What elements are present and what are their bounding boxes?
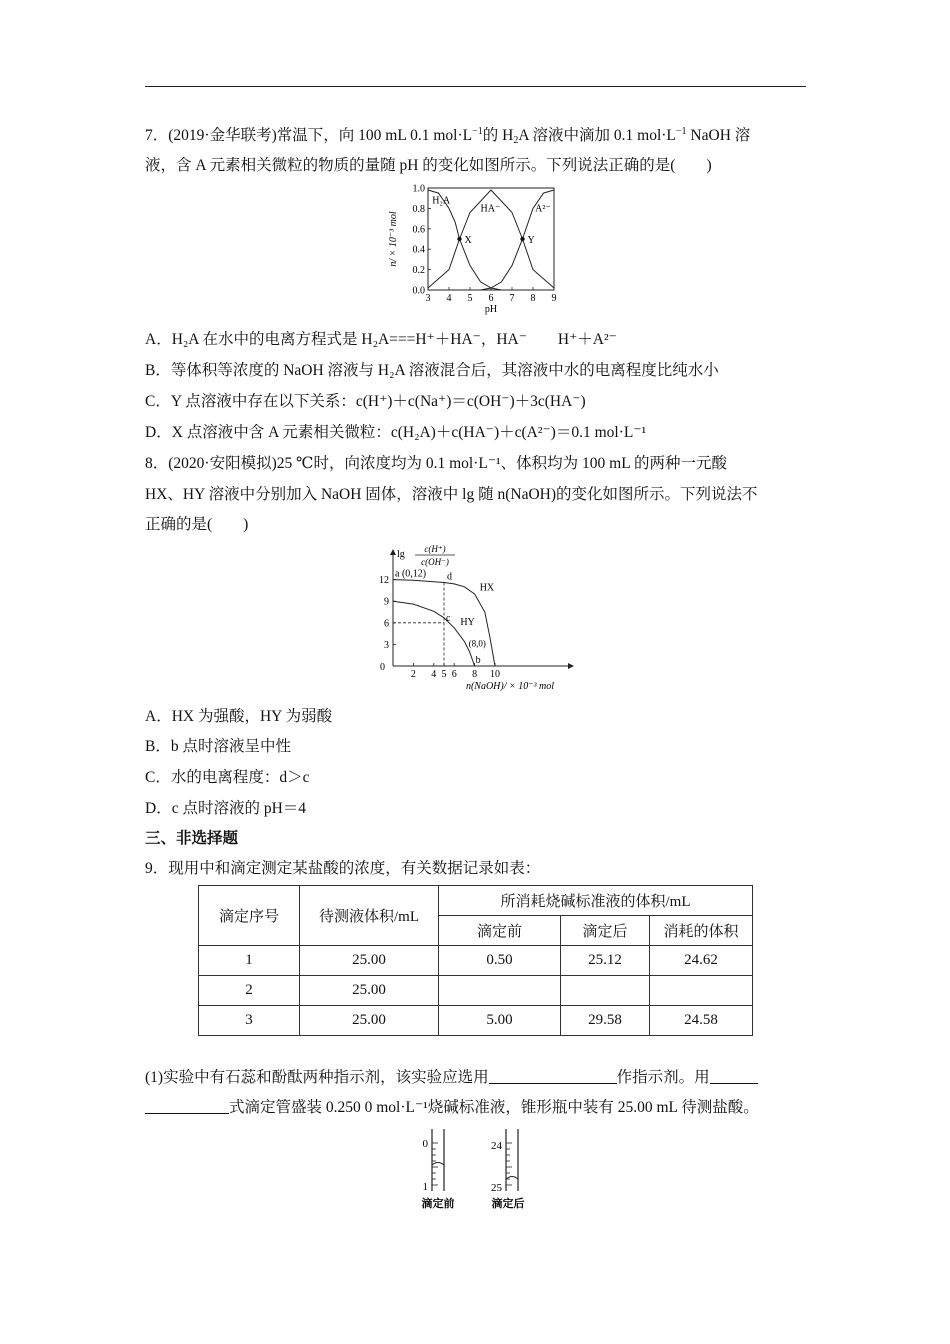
table-row: 3 25.00 5.00 29.58 24.58 (199, 1006, 753, 1036)
q8-chart (360, 543, 580, 698)
th-seq: 滴定序号 (199, 886, 300, 946)
series-label: HA⁻ (480, 203, 501, 215)
indicator-blank[interactable] (489, 1069, 617, 1084)
y-axis-label: n/ × 10⁻³ mol (388, 211, 399, 267)
curve-label: HY (460, 616, 475, 628)
q7-option-c: C．Y 点溶液中存在以下关系：c(H⁺)＋c(Na⁺)＝c(OH⁻)＋3c(HA⁻) (145, 393, 586, 410)
x-tick-label: 10 (490, 669, 500, 680)
q8-line2: HX、HY 溶液中分别加入 NaOH 固体，溶液中 lg 随 n(NaOH)的变化如图所示。下列说法不 (145, 486, 758, 503)
x-tick-label: 7 (509, 293, 515, 304)
point-label: d (447, 571, 452, 583)
q8-option-b: B．b 点时溶液呈中性 (145, 738, 291, 755)
th-group: 所消耗烧碱标准液的体积/mL (439, 886, 753, 916)
q9-part1-line1: (1)实验中有石蕊和酚酞两种指示剂，该实验应选用 作指示剂。用 (145, 1068, 758, 1088)
series-label: A²⁻ (535, 203, 551, 215)
burette-after-bottom: 25 (491, 1182, 502, 1194)
x-tick-label: 6 (451, 669, 457, 680)
point-label: (8,0) (468, 638, 486, 649)
q7-option-d: D．X 点溶液中含 A 元素相关微粒：c(H₂A)＋c(HA⁻)＋c(A²⁻)＝0.1 mol·L⁻¹ (145, 424, 647, 441)
y-tick-label: 0.6 (412, 224, 425, 236)
y-tick-label: 12 (379, 575, 389, 587)
y-axis-label-num: c(H⁺) (424, 544, 446, 554)
x-tick-label: 4 (431, 669, 437, 680)
burette-before-bottom: 1 (422, 1181, 428, 1193)
header-rule (145, 86, 806, 87)
x-tick-label: 2 (410, 669, 416, 680)
x-tick-label: 9 (551, 293, 557, 304)
x-tick-label: 8 (472, 669, 478, 680)
section-heading: 三、非选择题 (145, 830, 239, 847)
burette-before-label: 滴定前 (421, 1198, 455, 1210)
y-axis-label-den: c(OH⁻) (421, 557, 449, 567)
th-after: 滴定后 (561, 916, 650, 946)
x-axis-arrow (568, 663, 574, 669)
point-X (457, 237, 461, 241)
series-label: H₂A (432, 195, 451, 207)
q7-option-b: B．等体积等浓度的 NaOH 溶液与 H₂A 溶液混合后，其溶液中水的电离程度比纯水小 (145, 362, 719, 379)
table-row: 2 25.00 (199, 976, 753, 1006)
q7-line1: 7．(2019·金华联考)常温下，向 100 mL 0.1 $mol\cdot L^{-1}$的 $H_2A$ 溶液中滴加 0.1 $mol\cdot L^{-1}$ NaOH 溶 (145, 126, 751, 146)
point-label: X (464, 235, 472, 246)
th-used: 消耗的体积 (650, 916, 753, 946)
q9-stem: 9．现用中和滴定测定某盐酸的浓度，有关数据记录如表： (145, 860, 541, 877)
table-row: 1 25.00 0.50 25.12 24.62 (199, 946, 753, 976)
burette-type-blank-b[interactable] (145, 1099, 229, 1114)
x-tick-label: 4 (446, 293, 452, 304)
q7-option-a: A．H₂A 在水中的电离方程式是 H₂A===H⁺＋HA⁻，HA⁻ H⁺＋A²⁻ (145, 331, 617, 348)
th-volume: 待测液体积/mL (300, 886, 439, 946)
y-tick-label: 0.8 (412, 203, 425, 215)
burette-after-top: 24 (491, 1140, 502, 1152)
burette-before (422, 1129, 455, 1210)
point-label: c (446, 612, 451, 624)
x-tick-label: 5 (441, 669, 447, 680)
q8-option-c: C．水的电离程度：d＞c (145, 769, 310, 786)
q8-option-d: D．c 点时溶液的 pH＝4 (145, 800, 307, 817)
curve-label: HX (479, 582, 495, 594)
burette-after-label: 滴定后 (491, 1198, 525, 1210)
th-before: 滴定前 (439, 916, 561, 946)
burette-type-blank-a[interactable] (710, 1069, 758, 1084)
point-label: a (0,12) (395, 568, 427, 580)
series-line-HY (393, 601, 475, 666)
q7-line2: 液，含 A 元素相关微粒的物质的量随 pH 的变化如图所示。下列说法正确的是( ) (145, 157, 712, 174)
x-axis-label: n(NaOH)/ × 10⁻³ mol (465, 681, 555, 692)
titration-table (198, 885, 753, 1036)
q8-option-a: A．HX 为强酸，HY 为弱酸 (145, 708, 333, 725)
y-tick-label: 9 (384, 596, 389, 608)
y-axis-arrow (390, 549, 396, 555)
q7-chart (382, 180, 572, 320)
point-Y (520, 237, 524, 241)
y-tick-label: 1.0 (412, 183, 425, 195)
y-tick-label: 6 (384, 618, 389, 630)
burette-before-top: 0 (422, 1138, 428, 1150)
point-label: b (475, 655, 481, 666)
y-tick-label: 0.2 (412, 265, 425, 277)
x-tick-label: 3 (425, 293, 431, 304)
burette-figure (410, 1125, 540, 1220)
x-tick-label: 8 (530, 293, 536, 304)
y-axis-label-lg: lg (397, 549, 405, 560)
q8-line3: 正确的是( ) (145, 516, 249, 533)
y-tick-label: 0.4 (412, 244, 425, 256)
x-tick-label: 6 (488, 293, 494, 304)
x-tick-label: 5 (467, 293, 473, 304)
q8-line1: 8．(2020·安阳模拟)25 ℃时，向浓度均为 0.1 mol·L⁻¹、体积均为 100 mL 的两种一元酸 (145, 455, 727, 472)
burette-after (491, 1129, 525, 1210)
point-label: Y (527, 235, 535, 246)
origin-label: 0 (380, 662, 385, 673)
y-tick-label: 0.0 (412, 285, 425, 297)
y-tick-label: 3 (384, 639, 389, 651)
x-axis-label: pH (484, 304, 498, 315)
q9-part1-line2: 式滴定管盛装 0.250 0 mol·L⁻¹烧碱标准液，锥形瓶中装有 25.00 mL 待测盐酸。 (145, 1098, 759, 1118)
